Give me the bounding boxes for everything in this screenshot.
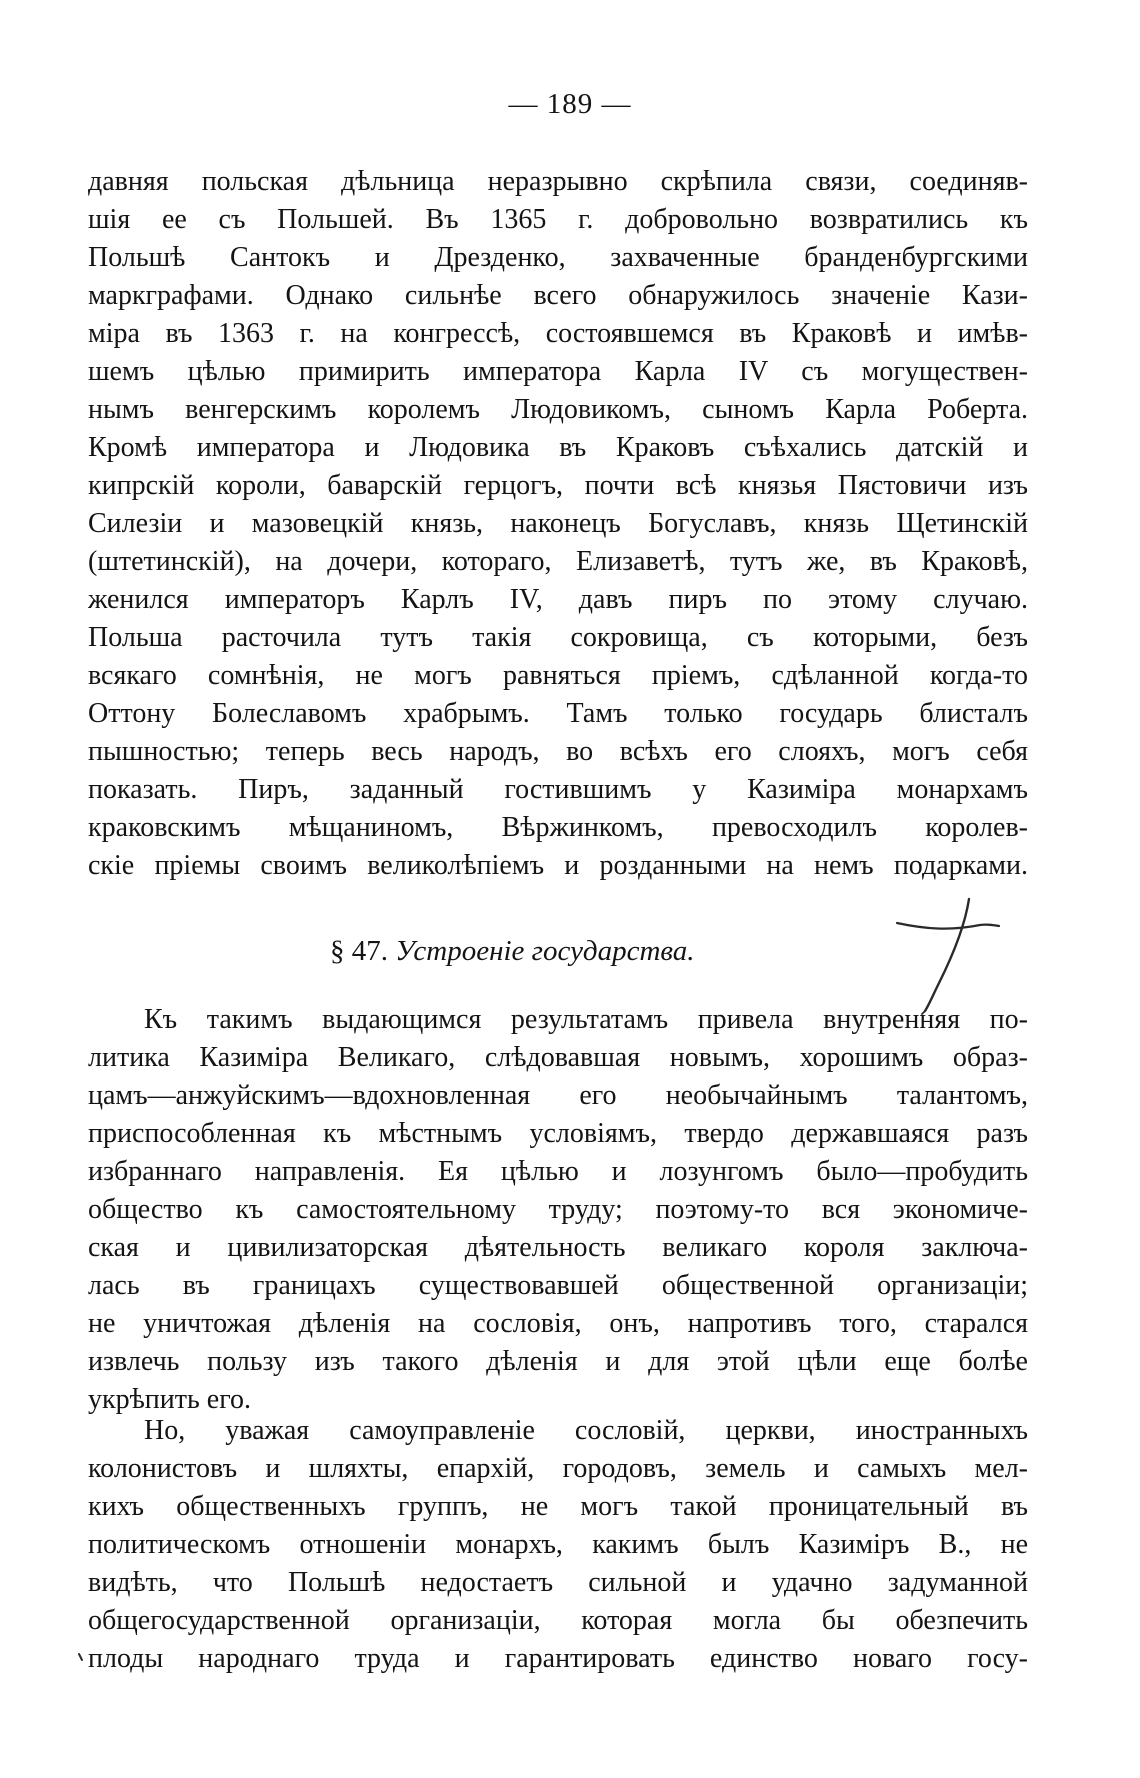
paragraph-1-line: нымъ венгерскимъ королемъ Людовикомъ, сыномъ Карла Роберта. [88,394,1028,425]
paragraph-2-line: цамъ—анжуйскимъ—вдохновленная его необычайнымъ талантомъ, [88,1080,1028,1111]
paragraph-1-line: всякаго сомнѣнія, не могъ равняться пріемъ, сдѣланной когда-то [88,660,1028,691]
paragraph-3-line: политическомъ отношеніи монархъ, какимъ былъ Казиміръ В., не [88,1529,1028,1560]
paragraph-3-line: кихъ общественныхъ группъ, не могъ такой проницательный въ [88,1491,1028,1522]
paragraph-1-line: давняя польская дѣльница неразрывно скрѣпила связи, соединяв- [88,166,1028,197]
paragraph-1-line: пышностью; теперь весь народъ, во всѣхъ его слояхъ, могъ себя [88,736,1028,767]
section-heading [330,935,695,968]
paragraph-2-line: литика Казиміра Великаго, слѣдовавшая новымъ, хорошимъ образ- [88,1042,1028,1073]
paragraph-1-line: Силезіи и мазовецкій князь, наконецъ Богуславъ, князь Щетинскій [88,508,1028,539]
paragraph-2-line: ская и цивилизаторская дѣятельность великаго короля заключа- [88,1232,1028,1263]
paragraph-1-line: маркграфами. Однако сильнѣе всего обнаружилось значеніе Кази- [88,280,1028,311]
paragraph-1-line: Кромѣ императора и Людовика въ Краковъ съѣхались датскій и [88,432,1028,463]
paragraph-1-line: міра въ 1363 г. на конгрессѣ, состоявшемся въ Краковѣ и имѣв- [88,318,1028,349]
paragraph-1-line: кипрскій короли, баварскій герцогъ, почти всѣ князья Пястовичи изъ [88,470,1028,501]
paragraph-2-line: укрѣпить его. [88,1384,251,1415]
section-number: § 47. [330,935,388,967]
paragraph-1 [88,163,1028,885]
paragraph-2-line: общество къ самостоятельному труду; поэтому-то вся экономиче- [88,1194,1028,1225]
paragraph-1-line: Польшѣ Сантокъ и Дрезденко, захваченные бранденбургскими [88,242,1028,273]
paragraph-3-line: Но, уважая самоуправленіе сословій, церкви, иностранныхъ [144,1415,1028,1446]
paragraph-1-line: шія ее съ Польшей. Въ 1365 г. добровольно возвратились къ [88,204,1028,235]
section-title: Устроеніе государства. [395,935,695,967]
pencil-cross-mark-icon [895,895,1005,1015]
paragraph-1-line: (штетинскій), на дочери, котораго, Елизаветѣ, тутъ же, въ Краковѣ, [88,546,1028,577]
paragraph-1-line: женился императоръ Карлъ IV, давъ пиръ по этому случаю. [88,584,1028,615]
paragraph-1-line: показать. Пиръ, заданный гостившимъ у Казиміра монархамъ [88,774,1028,805]
paragraph-2-line: Къ такимъ выдающимся результатамъ привела внутренняя по- [144,1004,1028,1035]
paragraph-3-line: плоды народнаго труда и гарантировать единство новаго госу- [88,1643,1028,1674]
paragraph-1-line: шемъ цѣлью примирить императора Карла IV съ могуществен- [88,356,1028,387]
paragraph-1-line: краковскимъ мѣщаниномъ, Вѣржинкомъ, превосходилъ королев- [88,812,1028,843]
paragraph-3-line: видѣть, что Польшѣ недостаетъ сильной и удачно задуманной [88,1567,1028,1598]
paragraph-2-line: приспособленная къ мѣстнымъ условіямъ, твердо державшаяся разъ [88,1118,1028,1149]
page-number: — 189 — [508,88,632,120]
ink-tick-mark-icon [77,1652,87,1662]
paragraph-2-line: не уничтожая дѣленія на сословія, онъ, напротивъ того, старался [88,1308,1028,1339]
paragraph-2 [88,1001,1028,1419]
paragraph-2-line: избраннаго направленія. Ея цѣлью и лозунгомъ было—пробудить [88,1156,1028,1187]
paragraph-1-line: Польша расточила тутъ такія сокровища, съ которыми, безъ [88,622,1028,653]
paragraph-3-line: общегосударственной организаціи, которая могла бы обезпечить [88,1605,1028,1636]
paragraph-3 [88,1412,1028,1678]
paragraph-2-line: лась въ границахъ существовавшей общественной организаціи; [88,1270,1028,1301]
paragraph-1-line: скіе пріемы своимъ великолѣпіемъ и розданными на немъ подарками. [88,850,1028,881]
paragraph-3-line: колонистовъ и шляхты, епархій, городовъ, земель и самыхъ мел- [88,1453,1028,1484]
paragraph-2-line: извлечь пользу изъ такого дѣленія и для этой цѣли еще болѣе [88,1346,1028,1377]
paragraph-1-line: Оттону Болеславомъ храбрымъ. Тамъ только государь блисталъ [88,698,1028,729]
